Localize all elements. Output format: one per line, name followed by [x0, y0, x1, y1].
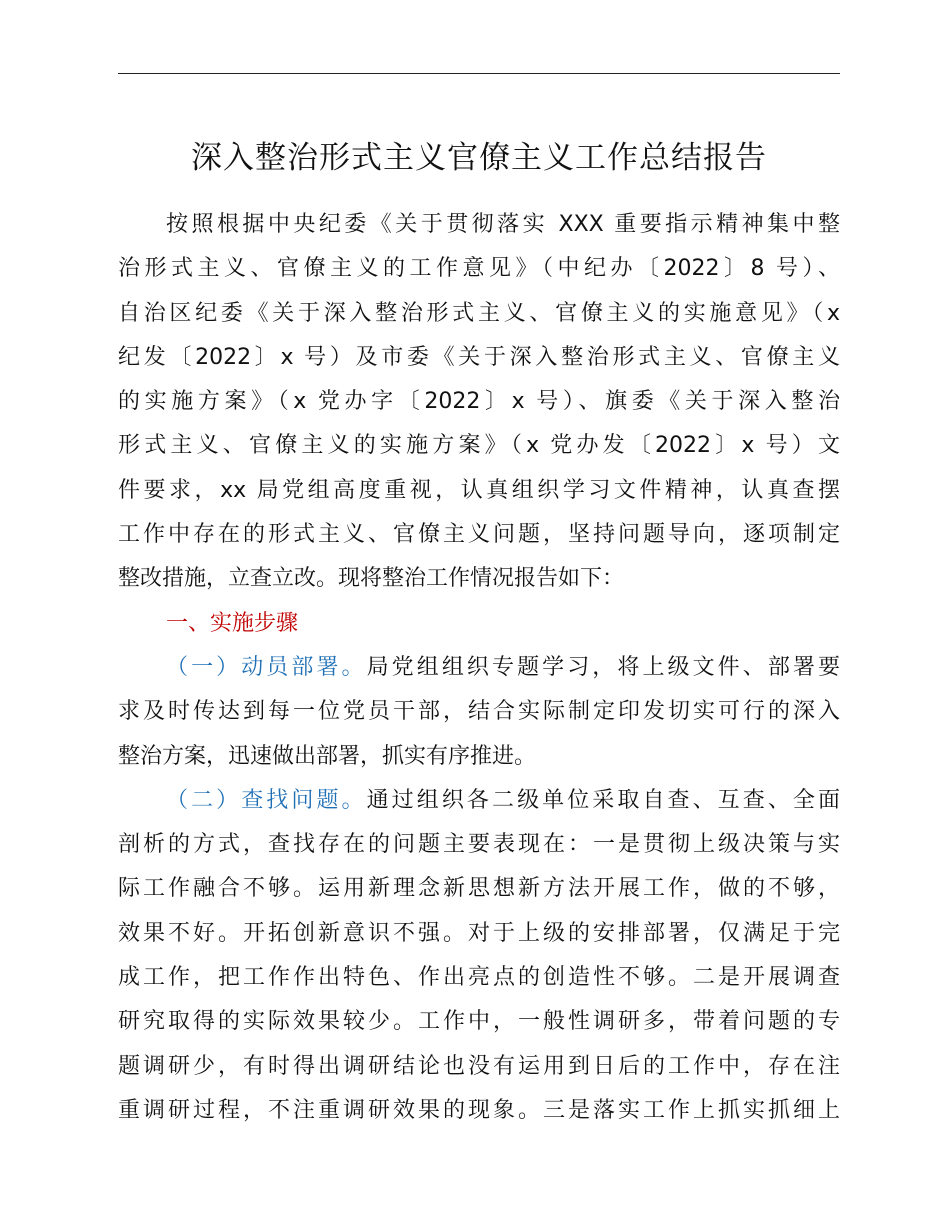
text-line [118, 779, 840, 823]
text-line: 求及时传达到每一位党员干部，结合实际制定印发切实可行的深入 [118, 699, 840, 725]
text-line: 的实施方案》（x 党办字〔2022〕x 号）、旗委《关于深入整治 [118, 389, 840, 415]
text-line: 治形式主义、官僚主义的工作意见》（中纪办〔2022〕8 号）、 [118, 256, 840, 282]
text-line: 整治方案，迅速做出部署，抓实有序推进。 [118, 743, 537, 769]
text-line: 剖析的方式，查找存在的问题主要表现在：一是贯彻上级决策与实 [118, 832, 840, 858]
text-line: 研究取得的实际效果较少。工作中，一般性调研多，带着问题的专 [118, 1009, 840, 1035]
intro-paragraph [118, 203, 840, 602]
text-line [118, 646, 840, 690]
section-heading: 一、实施步骤 [166, 610, 299, 636]
item-text: 通过组织各二级单位采取自查、互查、全面 [366, 787, 840, 813]
text-line: 成工作，把工作作出特色、作出亮点的创造性不够。二是开展调查 [118, 965, 840, 991]
item-label: （一）动员部署。 [166, 654, 367, 680]
text-line: 件要求，xx 局党组高度重视，认真组织学习文件精神，认真查摆 [118, 477, 840, 503]
header-rule [118, 73, 840, 74]
item-paragraph-find-problems [118, 779, 840, 1133]
text-line: 重调研过程，不注重调研效果的现象。三是落实工作上抓实抓细上 [118, 1097, 840, 1123]
item-text: 局党组组织专题学习，将上级文件、部署要 [366, 654, 840, 680]
text-line: 纪发〔2022〕x 号）及市委《关于深入整治形式主义、官僚主义 [118, 344, 840, 370]
text-line: 按照根据中央纪委《关于贯彻落实 XXX 重要指示精神集中整 [166, 212, 840, 237]
item-label: （二）查找问题。 [166, 787, 367, 813]
text-line: 形式主义、官僚主义的实施方案》（x 党办发〔2022〕x 号）文 [118, 433, 840, 459]
text-line: 效果不好。开拓创新意识不强。对于上级的安排部署，仅满足于完 [118, 920, 840, 946]
item-paragraph-mobilization [118, 646, 840, 779]
text-line: 题调研少，有时得出调研结论也没有运用到日后的工作中，存在注 [118, 1053, 840, 1079]
text-line: 整改措施，立查立改。现将整治工作情况报告如下： [118, 566, 625, 592]
text-line: 工作中存在的形式主义、官僚主义问题，坚持问题导向，逐项制定 [118, 522, 840, 548]
text-line: 自治区纪委《关于深入整治形式主义、官僚主义的实施意见》（x [118, 300, 840, 326]
text-line: 际工作融合不够。运用新理念新思想新方法开展工作，做的不够， [118, 876, 840, 902]
page-title: 深入整治形式主义官僚主义工作总结报告 [191, 140, 767, 176]
document-body [118, 203, 840, 1133]
